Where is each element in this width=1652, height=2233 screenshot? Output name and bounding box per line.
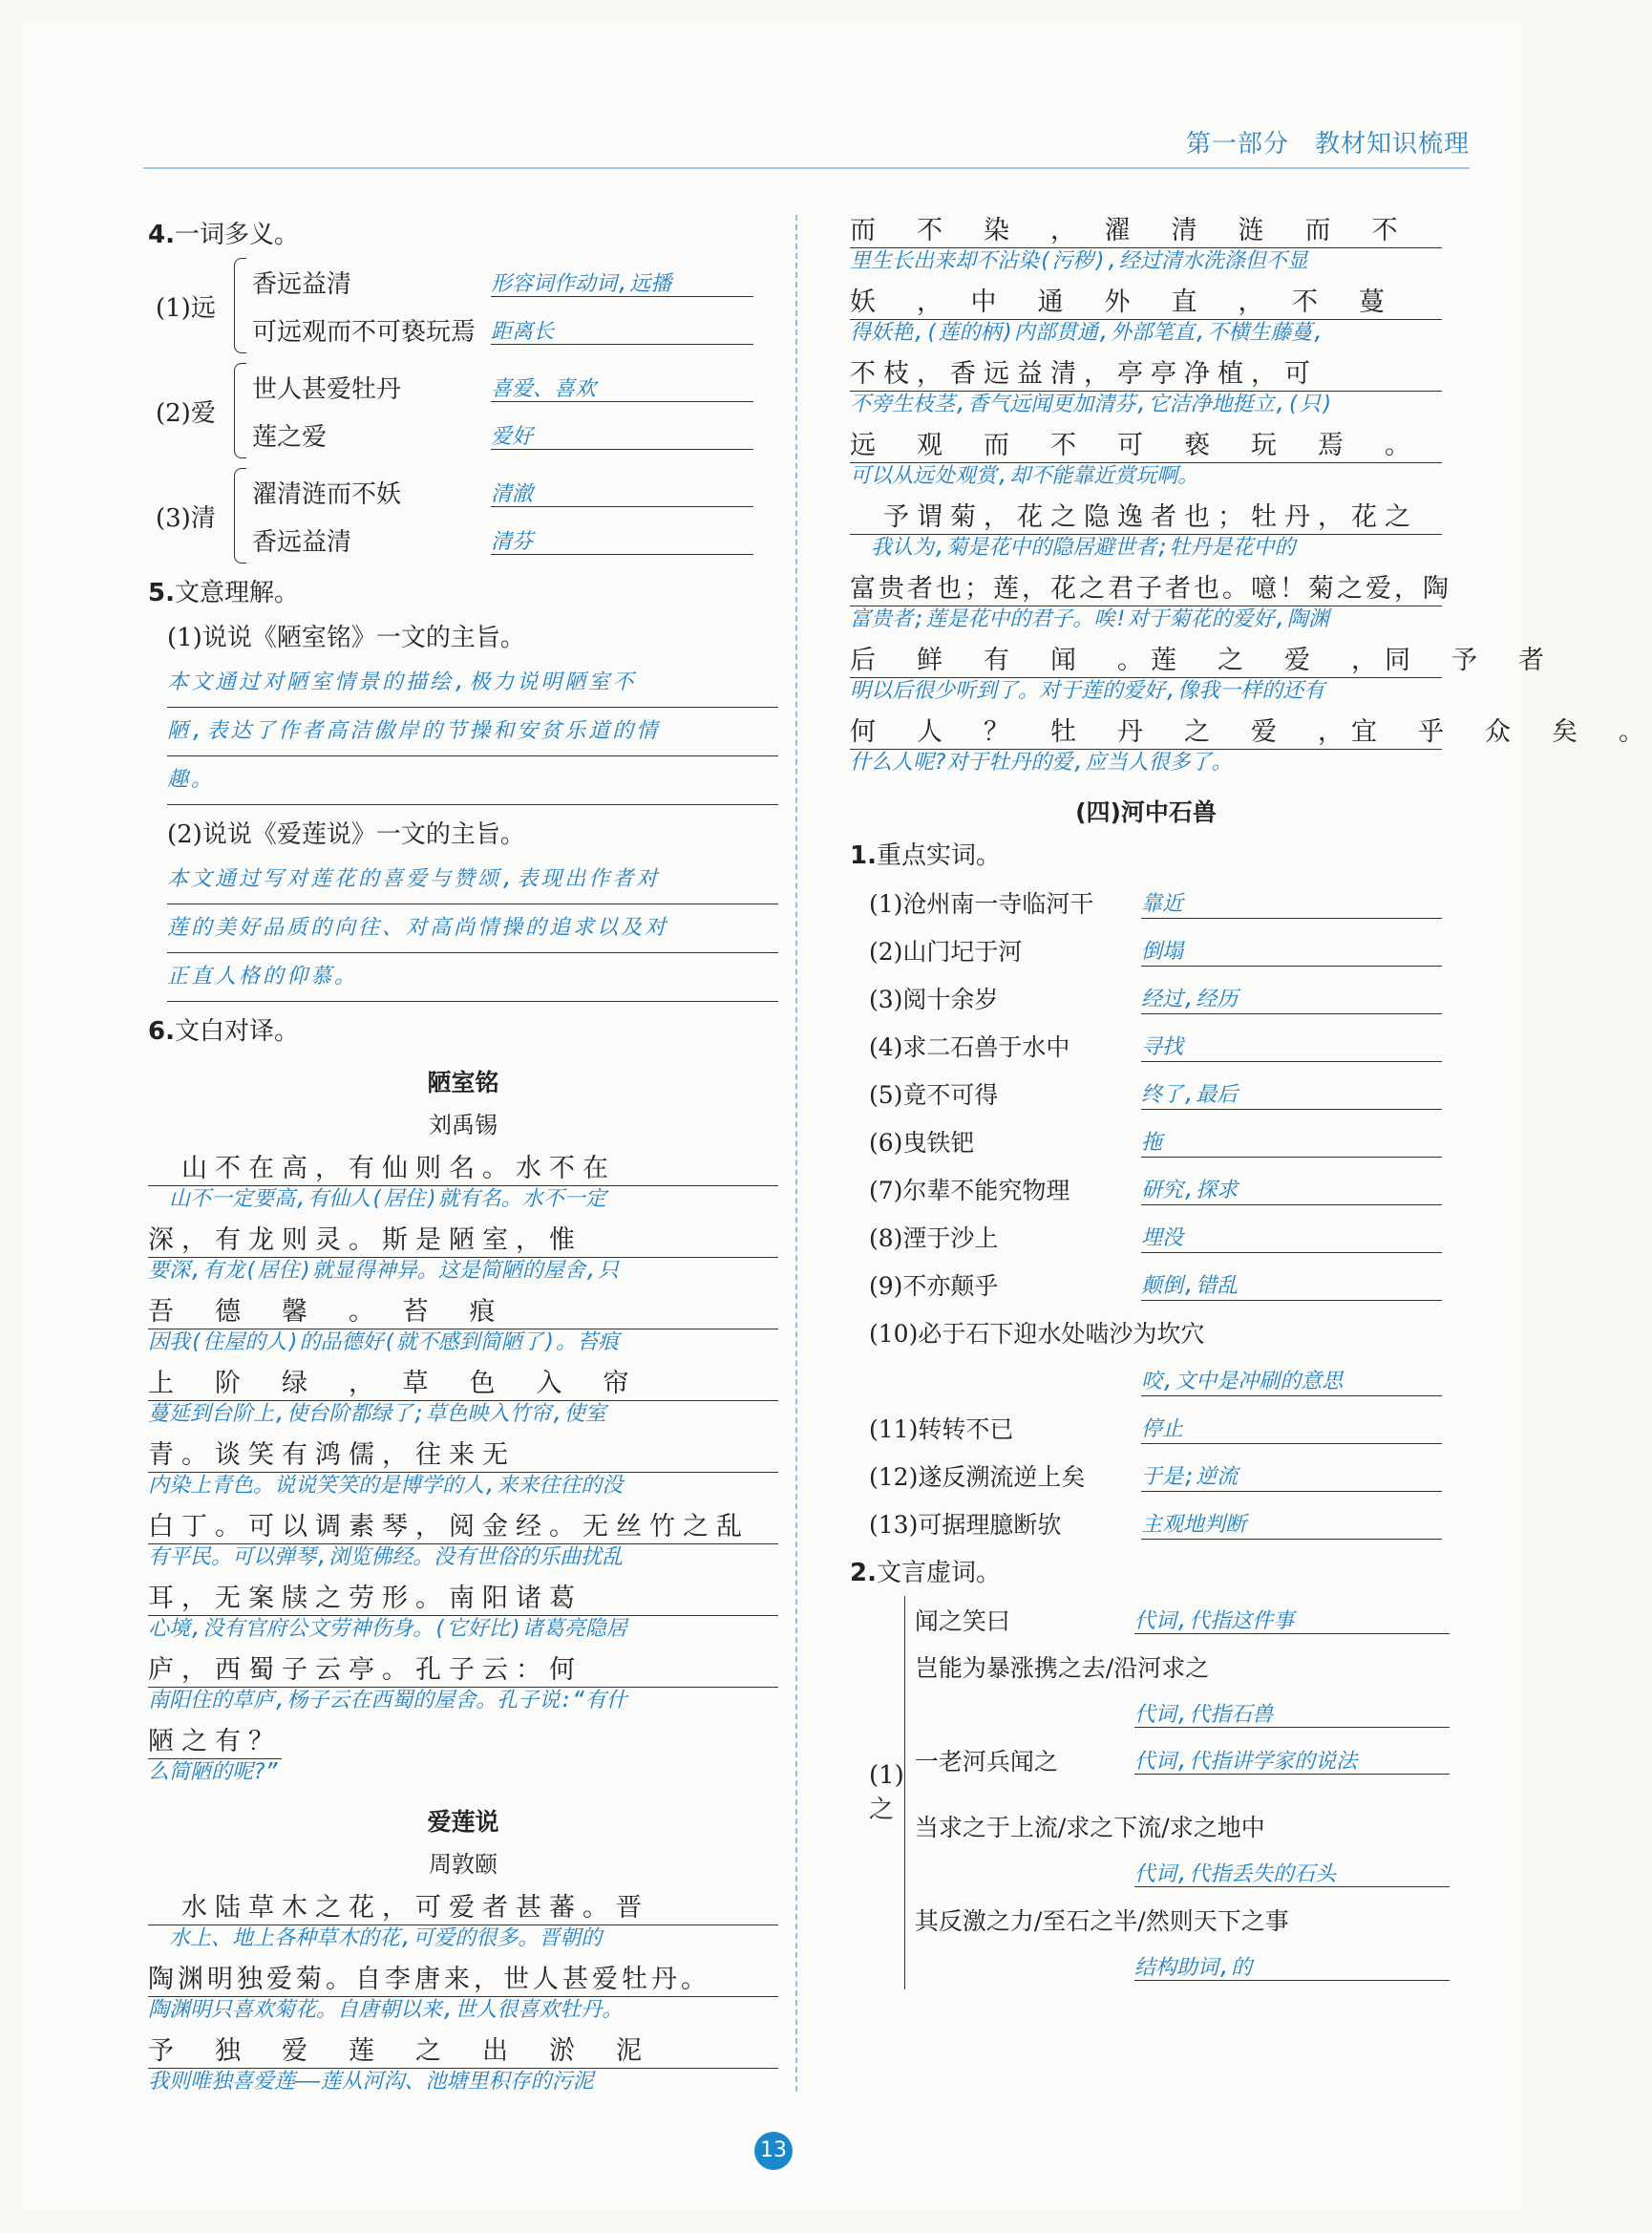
translation-line[interactable]: 深，有龙则灵。斯是陋室，惟 要深,有龙(居住)就显得神异。这是简陋的屋舍,只 xyxy=(148,1224,778,1285)
translation-line[interactable]: 耳，无案牍之劳形。南阳诸葛 心境,没有官府公文劳神伤身。(它好比)诸葛亮隐居 xyxy=(148,1583,778,1643)
answer-field[interactable]: 形容词作动词,远播 xyxy=(491,267,753,297)
list-item: (3)阅十余岁 经过,经历 xyxy=(869,974,1442,1022)
sub-question: (1)说说《陋室铭》一文的主旨。 xyxy=(167,624,525,652)
list-item: (12)遂反溯流逆上矣 于是;逆流 xyxy=(869,1452,1442,1499)
answer-paragraph[interactable]: 本文通过写对莲花的喜爱与赞颂,表现出作者对 莲的美好品质的向往、对高尚情操的追求以及对 正直人格的仰慕。 xyxy=(167,856,778,1002)
answer-field[interactable]: 倒塌 xyxy=(1141,935,1442,967)
polysemy-group: (1)远 香远益清 形容词作动词,远播 可远观而不可亵玩焉 距离长 xyxy=(156,258,778,353)
polysemy-groups xyxy=(148,258,778,564)
answer-paragraph[interactable]: 本文通过对陋室情景的描绘,极力说明陋室不 陋,表达了作者高洁傲岸的节操和安贫乐道的情 趣。 xyxy=(167,659,778,805)
translation-line[interactable]: 庐，西蜀子云亭。孔子云：何 南阳住的草庐,杨子云在西蜀的屋舍。孔子说:“有什 xyxy=(148,1654,778,1714)
answer-field[interactable]: 靠近 xyxy=(1141,887,1442,919)
answer-field[interactable]: 埋没 xyxy=(1141,1222,1442,1253)
translation-line[interactable]: 青。谈笑有鸿儒，往来无 内染上青色。说说笑笑的是博学的人,来来往往的没 xyxy=(148,1439,778,1499)
translation-line[interactable]: 水陆草木之花，可爱者甚蕃。晋 水上、地上各种草木的花,可爱的很多。晋朝的 xyxy=(148,1892,778,1952)
answer-field[interactable]: 主观地判断 xyxy=(1141,1508,1442,1540)
question-5: 5.文意理解。 xyxy=(148,579,299,607)
translation-line[interactable]: 吾 德 馨 。 苔 痕 因我(住屋的人)的品德好(就不感到简陋了)。苔痕 xyxy=(148,1296,778,1356)
header-rule xyxy=(143,167,1470,169)
list-item: (9)不亦颠乎 颠倒,错乱 xyxy=(869,1261,1442,1308)
answer-field[interactable]: 颠倒,错乱 xyxy=(1141,1269,1442,1301)
answer-field[interactable]: 研究,探求 xyxy=(1141,1174,1442,1205)
poem-translation-continued xyxy=(850,215,1652,776)
function-word-group: (1)之 闻之笑曰 代词,代指这件事 岂能为暴涨携之去/沿河求之 代词,代指石兽 一老河兵闻之 代词,代指讲学家的说法 当求之于上流/求之下流/求之地中 代词,代指丢失的石头 其反激之力/至石之半/然则天下之事 结构助词,的 xyxy=(869,1596,1442,1989)
answer-field[interactable]: 结构助词,的 xyxy=(1134,1951,1450,1981)
page-header: 第一部分 教材知识梳理 xyxy=(1185,130,1470,159)
column-divider xyxy=(795,215,797,2092)
answer-field[interactable]: 喜爱、喜欢 xyxy=(491,372,753,402)
translation-line[interactable]: 陶渊明独爱菊。自李唐来，世人甚爱牡丹。 陶渊明只喜欢菊花。自唐朝以来,世人很喜欢牡丹。 xyxy=(148,1964,778,2024)
translation-line[interactable]: 予 独 爱 莲 之 出 淤 泥 我则唯独喜爱莲——莲从河沟、池塘里积存的污泥 xyxy=(148,2035,778,2095)
poem-title: 陋室铭 xyxy=(427,1069,499,1096)
sub-question: (2)说说《爱莲说》一文的主旨。 xyxy=(167,820,525,849)
list-item-answer xyxy=(1141,1356,1442,1404)
list-item: (1)沧州南一寺临河干 靠近 xyxy=(869,879,1442,926)
poem-translation xyxy=(148,1153,778,1786)
key-words-list xyxy=(850,879,1442,1547)
translation-line[interactable]: 陋之有？ 么简陋的呢?” xyxy=(148,1727,282,1784)
answer-field[interactable]: 终了,最后 xyxy=(1141,1078,1442,1110)
answer-field[interactable]: 代词,代指这件事 xyxy=(1134,1605,1450,1634)
answer-field[interactable]: 停止 xyxy=(1141,1413,1442,1444)
list-item: (13)可据理臆断欤 主观地判断 xyxy=(869,1499,1442,1547)
answer-field[interactable]: 经过,经历 xyxy=(1141,983,1442,1014)
list-item: (11)转转不已 停止 xyxy=(869,1404,1442,1452)
question-1: 1.重点实词。 xyxy=(850,841,1001,870)
section-title: (四)河中石兽 xyxy=(1075,798,1217,826)
poem-title: 爱莲说 xyxy=(427,1808,499,1836)
answer-field[interactable]: 于是;逆流 xyxy=(1141,1460,1442,1492)
page-number: 13 xyxy=(754,2132,793,2170)
list-item: (7)尔辈不能究物理 研究,探求 xyxy=(869,1165,1442,1213)
question-2: 2.文言虚词。 xyxy=(850,1559,1001,1587)
polysemy-group: (3)清 濯清涟而不妖 清澈 香远益清 清芬 xyxy=(156,468,778,564)
translation-line[interactable]: 予谓菊，花之隐逸者也；牡丹，花之 我认为,菊是花中的隐居避世者;牡丹是花中的 xyxy=(850,501,1442,562)
list-item: (6)曳铁钯 拖 xyxy=(869,1117,1442,1165)
answer-field[interactable]: 代词,代指丢失的石头 xyxy=(1134,1858,1450,1887)
list-item: (8)湮于沙上 埋没 xyxy=(869,1213,1442,1261)
answer-field[interactable]: 爱好 xyxy=(491,420,753,450)
answer-field[interactable]: 寻找 xyxy=(1141,1031,1442,1062)
answer-field[interactable]: 咬,文中是冲刷的意思 xyxy=(1141,1365,1442,1396)
poem-author: 刘禹锡 xyxy=(429,1112,498,1138)
translation-line[interactable]: 上 阶 绿 ， 草 色 入 帘 蔓延到台阶上,使台阶都绿了;草色映入竹帘,使室 xyxy=(148,1368,778,1428)
translation-line[interactable]: 而 不 染 ， 濯 清 涟 而 不 里生长出来却不沾染(污秽),经过清水洗涤但不显 xyxy=(850,215,1442,275)
translation-line[interactable]: 白丁。可以调素琴，阅金经。无丝竹之乱 有平民。可以弹琴,浏览佛经。没有世俗的乐曲扰乱 xyxy=(148,1511,778,1571)
list-item: (2)山门圮于河 倒塌 xyxy=(869,926,1442,974)
answer-field[interactable]: 清澈 xyxy=(491,478,753,507)
answer-field[interactable]: 代词,代指石兽 xyxy=(1134,1698,1450,1728)
answer-field[interactable]: 代词,代指讲学家的说法 xyxy=(1134,1745,1450,1775)
answer-field[interactable]: 拖 xyxy=(1141,1126,1442,1158)
answer-field[interactable]: 距离长 xyxy=(491,315,753,345)
list-item: (5)竟不可得 终了,最后 xyxy=(869,1070,1442,1117)
left-column xyxy=(148,215,778,2107)
answer-field[interactable]: 清芬 xyxy=(491,525,753,555)
poem-translation xyxy=(148,1892,778,2095)
list-item: (4)求二石兽于水中 寻找 xyxy=(869,1022,1442,1070)
translation-line[interactable]: 妖 ， 中 通 外 直 ， 不 蔓 得妖艳,(莲的柄)内部贯通,外部笔直,不横生藤蔓, xyxy=(850,287,1442,347)
question-6: 6.文白对译。 xyxy=(148,1017,299,1046)
right-column xyxy=(850,215,1652,1989)
list-item: (10)必于石下迎水处啮沙为坎穴 xyxy=(869,1320,1205,1348)
translation-line[interactable]: 富贵者也；莲，花之君子者也。噫！菊之爱，陶 富贵者;莲是花中的君子。唉!对于菊花的爱好,陶渊 xyxy=(850,574,1451,631)
poem-author: 周敦颐 xyxy=(429,1851,498,1878)
translation-line[interactable]: 后 鲜 有 闻 。莲 之 爱 ，同 予 者 明以后很少听到了。对于莲的爱好,像我一样的还有 xyxy=(850,646,1552,703)
translation-line[interactable]: 远 观 而 不 可 亵 玩 焉 。 可以从远处观赏,却不能靠近赏玩啊。 xyxy=(850,430,1442,490)
translation-line[interactable]: 不枝，香远益清，亭亭净植，可 不旁生枝茎,香气远闻更加清芬,它洁净地挺立,(只) xyxy=(850,358,1442,418)
polysemy-group: (2)爱 世人甚爱牡丹 喜爱、喜欢 莲之爱 爱好 xyxy=(156,363,778,458)
translation-line[interactable]: 山不在高，有仙则名。水不在 山不一定要高,有仙人(居住)就有名。水不一定 xyxy=(148,1153,778,1213)
translation-line[interactable]: 何 人 ？ 牡 丹 之 爱 ，宜 乎 众 矣 。 什么人呢?对于牡丹的爱,应当人很多了。 xyxy=(850,717,1652,775)
question-4: 4.一词多义。 xyxy=(148,221,299,249)
